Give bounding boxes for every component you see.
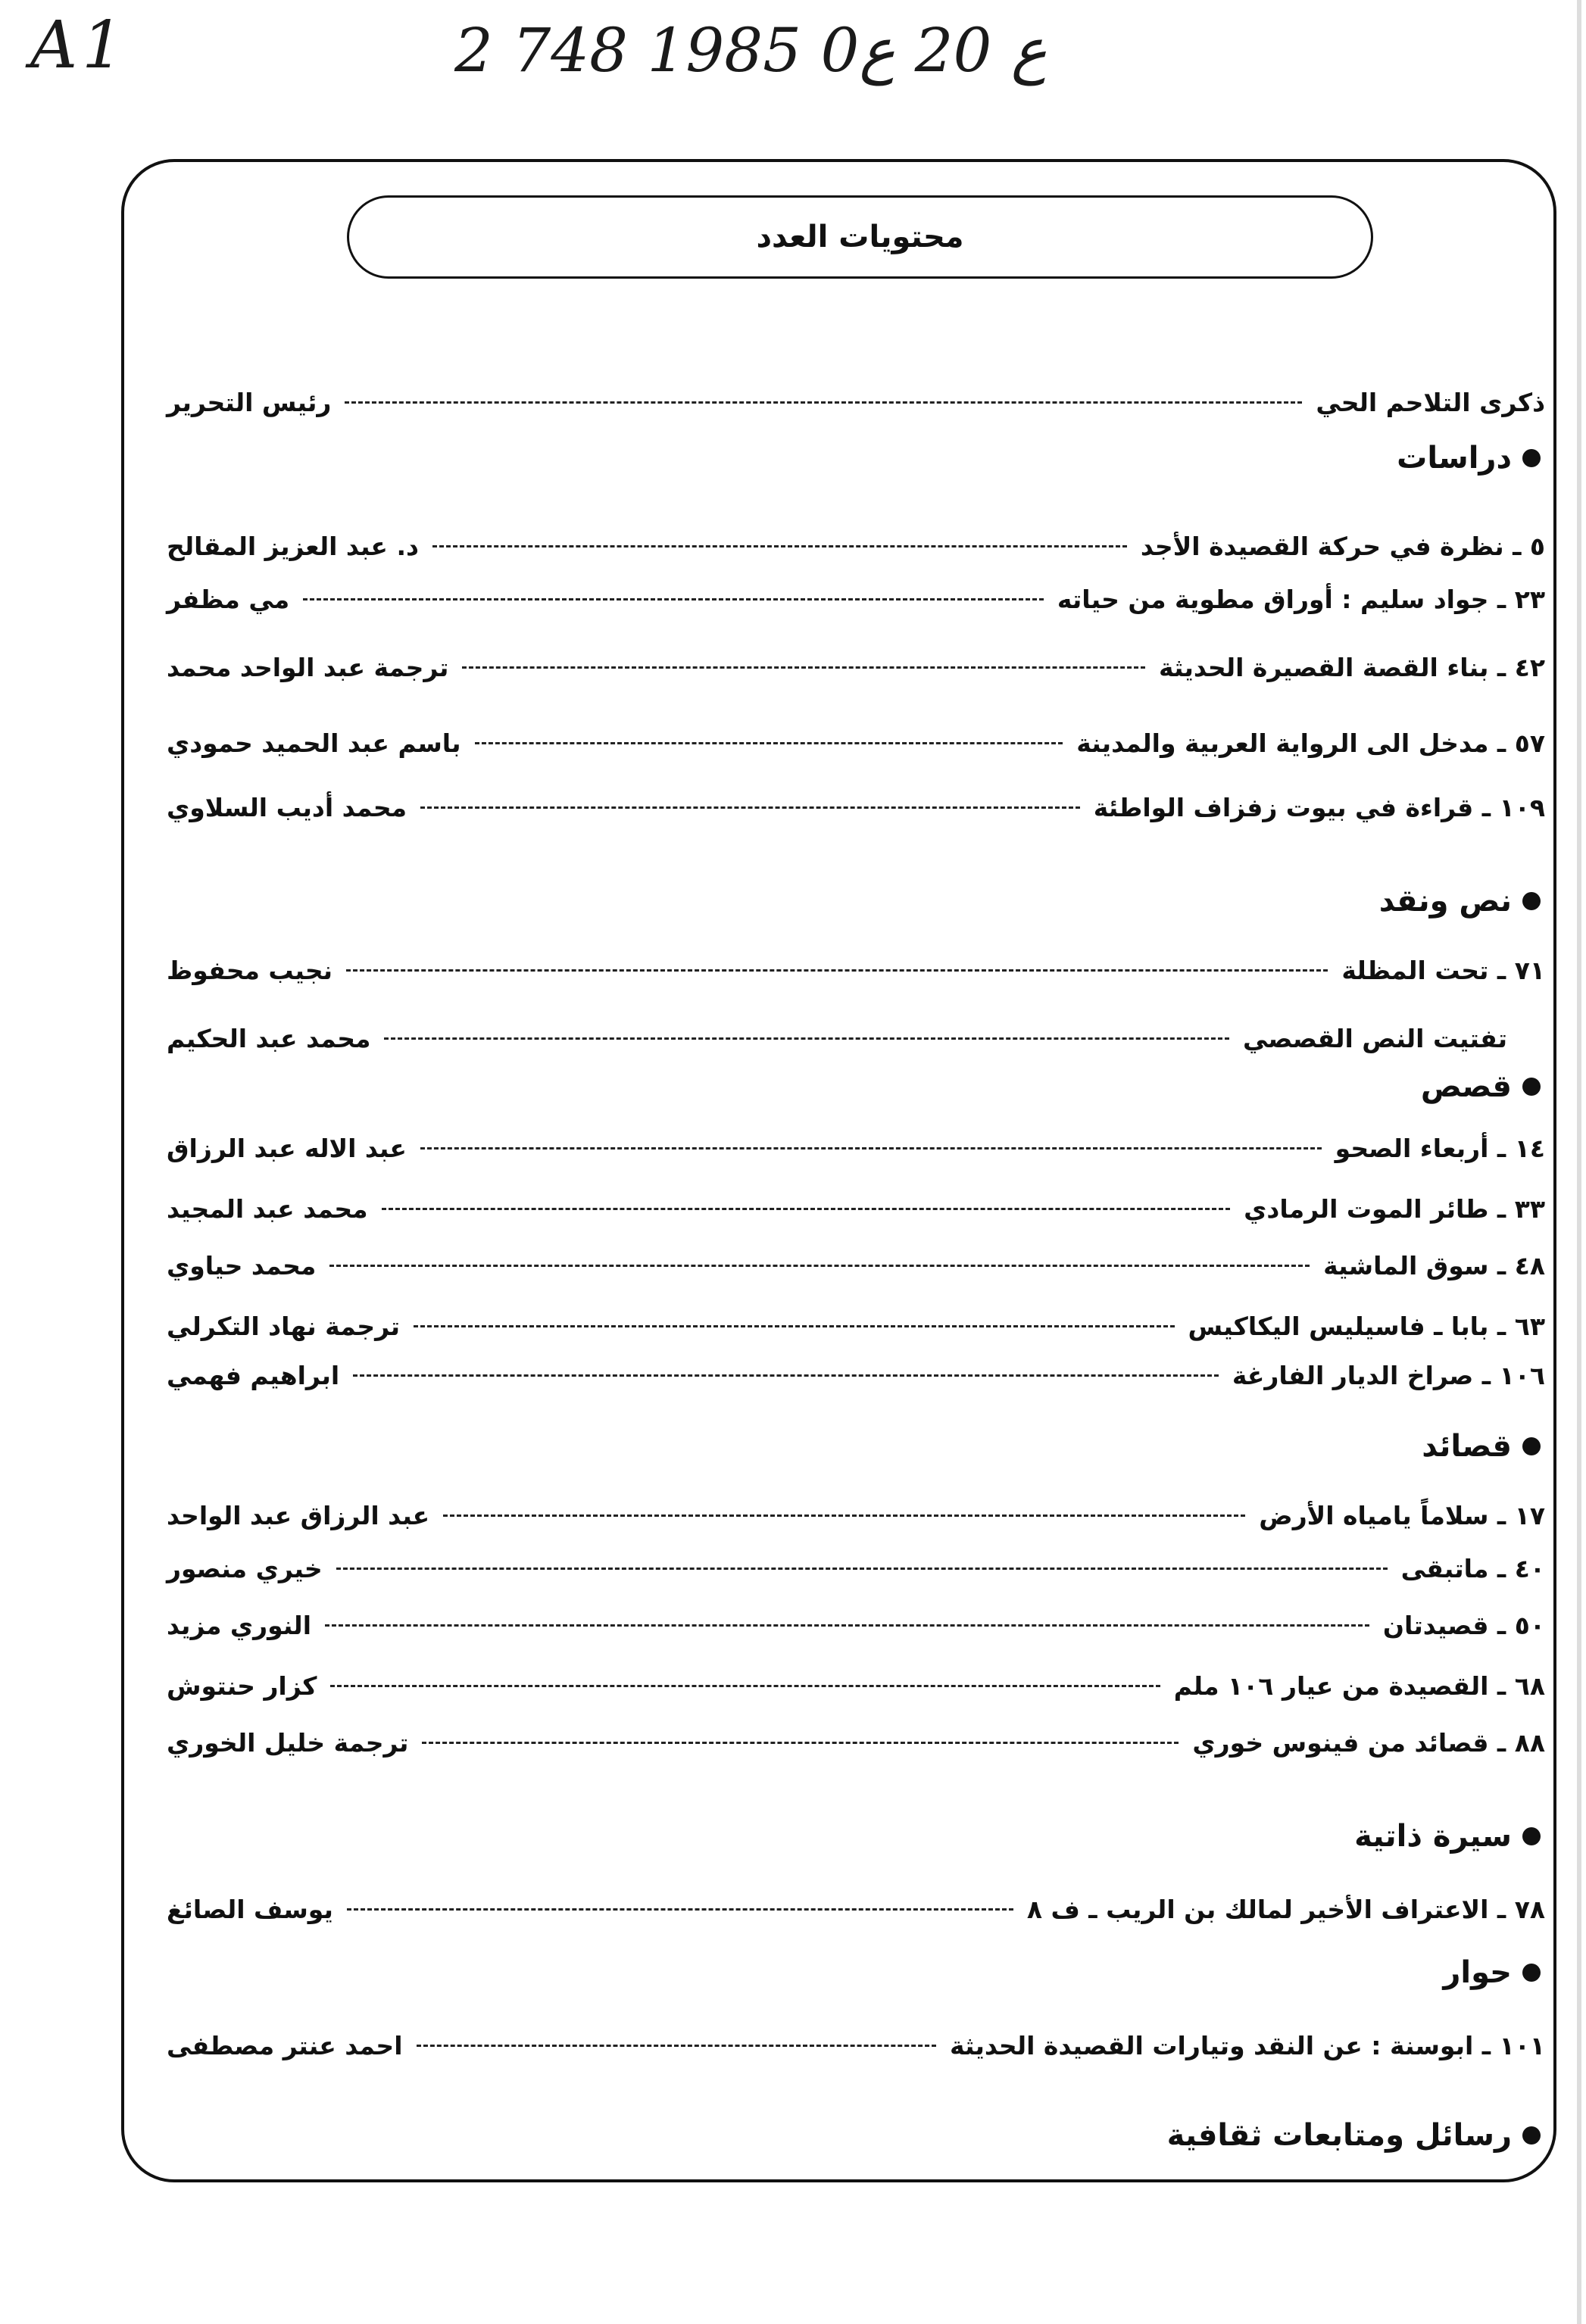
toc-entry: ٦٨ ـ القصيدة من عيار ١٠٦ ملم كزار حنتوش: [167, 1670, 1545, 1701]
leader-dashes: [475, 742, 1063, 744]
leader-dashes: [384, 1037, 1229, 1040]
bullet-icon: [1522, 1827, 1541, 1845]
leader-dashes: [330, 1685, 1160, 1687]
leader-dashes: [414, 1325, 1175, 1327]
leader-dashes: [462, 666, 1145, 669]
toc-entry: ٣٣ ـ طائر الموت الرمادي محمد عبد المجيد: [167, 1193, 1545, 1224]
handwritten-catalog-code: 2 ع 20 ع0 1985 748: [454, 15, 1047, 86]
toc-entry: ٧٨ ـ الاعتراف الأخير لمالك بن الريب ـ ف ٨ يوسف الصائغ: [167, 1894, 1545, 1924]
toc-entry: ٧١ ـ تحت المظلة نجيب محفوظ: [167, 955, 1545, 985]
toc-entry: ٢٣ ـ جواد سليم : أوراق مطوية من حياته مي مظفر: [167, 584, 1545, 614]
section-heading-letters: رسائل ومتابعات ثقافية: [1167, 2113, 1541, 2158]
section-heading-text-criticism: نص ونقد: [1379, 878, 1541, 924]
leader-dashes: [346, 969, 1328, 972]
toc-entry: ١٠٩ ـ قراءة في بيوت زفزاف الواطئة محمد أديب السلاوي: [167, 792, 1545, 822]
section-heading-studies: دراسات: [1397, 435, 1541, 481]
bullet-icon: [1522, 892, 1541, 910]
leader-dashes: [420, 1147, 1322, 1150]
leader-dashes: [417, 2045, 936, 2047]
toc-entry: ٤٠ ـ ماتبقى خيري منصور: [167, 1553, 1545, 1583]
toc-entry: ٥ ـ نظرة في حركة القصيدة الأجد د. عبد العزيز المقالح: [167, 531, 1545, 561]
toc-entry: ٤٢ ـ بناء القصة القصيرة الحديثة ترجمة عبد الواحد محمد: [167, 652, 1545, 682]
toc-entry: ٦٣ ـ بابا ـ فاسيليس اليكاكيس ترجمة نهاد التكرلي: [167, 1311, 1545, 1341]
bullet-icon: [1522, 1964, 1541, 1982]
bullet-icon: [1522, 1437, 1541, 1455]
page-title: محتويات العدد: [756, 220, 964, 254]
bullet-icon: [1522, 1078, 1541, 1096]
toc-entry: تفتيت النص القصصي محمد عبد الحكيم: [167, 1023, 1507, 1053]
leader-dashes: [382, 1208, 1231, 1210]
intro-author: رئيس التحرير: [167, 387, 332, 417]
handwritten-corner-mark: A1: [30, 8, 128, 83]
leader-dashes: [347, 1908, 1013, 1911]
title-box: [347, 195, 1373, 279]
toc-entry: ١٠١ ـ ابوسنة : عن النقد وتيارات القصيدة الحديثة احمد عنتر مصطفى: [167, 2030, 1545, 2060]
intro-row: [167, 382, 1545, 422]
toc-entry: ١٠٦ ـ صراخ الديار الفارغة ابراهيم فهمي: [167, 1360, 1545, 1390]
section-heading-poems: قصائد: [1422, 1424, 1541, 1469]
leader-dashes: [420, 806, 1080, 809]
toc-entry: ٨٨ ـ قصائد من فينوس خوري ترجمة خليل الخوري: [167, 1727, 1545, 1758]
leader-dashes: [325, 1624, 1369, 1627]
bullet-icon: [1522, 449, 1541, 467]
page-edge-shadow: [1577, 0, 1581, 2324]
leader-dashes: [336, 1568, 1388, 1570]
section-heading-interview: حوار: [1443, 1950, 1541, 1995]
leader-dashes: [303, 598, 1044, 600]
section-heading-autobiography: سيرة ذاتية: [1354, 1814, 1541, 1859]
leader-dashes: [345, 401, 1302, 404]
toc-entry: ٥٧ ـ مدخل الى الرواية العربية والمدينة باسم عبد الحميد حمودي: [167, 728, 1545, 758]
toc-entry: ١٧ ـ سلاماً يامياه الأرض عبد الرزاق عبد الواحد: [167, 1500, 1545, 1530]
leader-dashes: [422, 1742, 1179, 1744]
leader-dashes: [443, 1514, 1245, 1517]
leader-dashes: [329, 1265, 1310, 1267]
bullet-icon: [1522, 2126, 1541, 2145]
section-heading-stories: قصص: [1421, 1064, 1541, 1109]
toc-entry: ١٤ ـ أربعاء الصحو عبد الاله عبد الرزاق: [167, 1133, 1545, 1163]
leader-dashes: [432, 545, 1127, 547]
contents-frame: [121, 159, 1556, 2182]
leader-dashes: [353, 1374, 1219, 1377]
intro-text: ذكرى التلاحم الحي: [1316, 387, 1545, 417]
toc-entry: ٥٠ ـ قصيدتان النوري مزيد: [167, 1610, 1545, 1640]
toc-entry: ٤٨ ـ سوق الماشية محمد حياوي: [167, 1250, 1545, 1281]
